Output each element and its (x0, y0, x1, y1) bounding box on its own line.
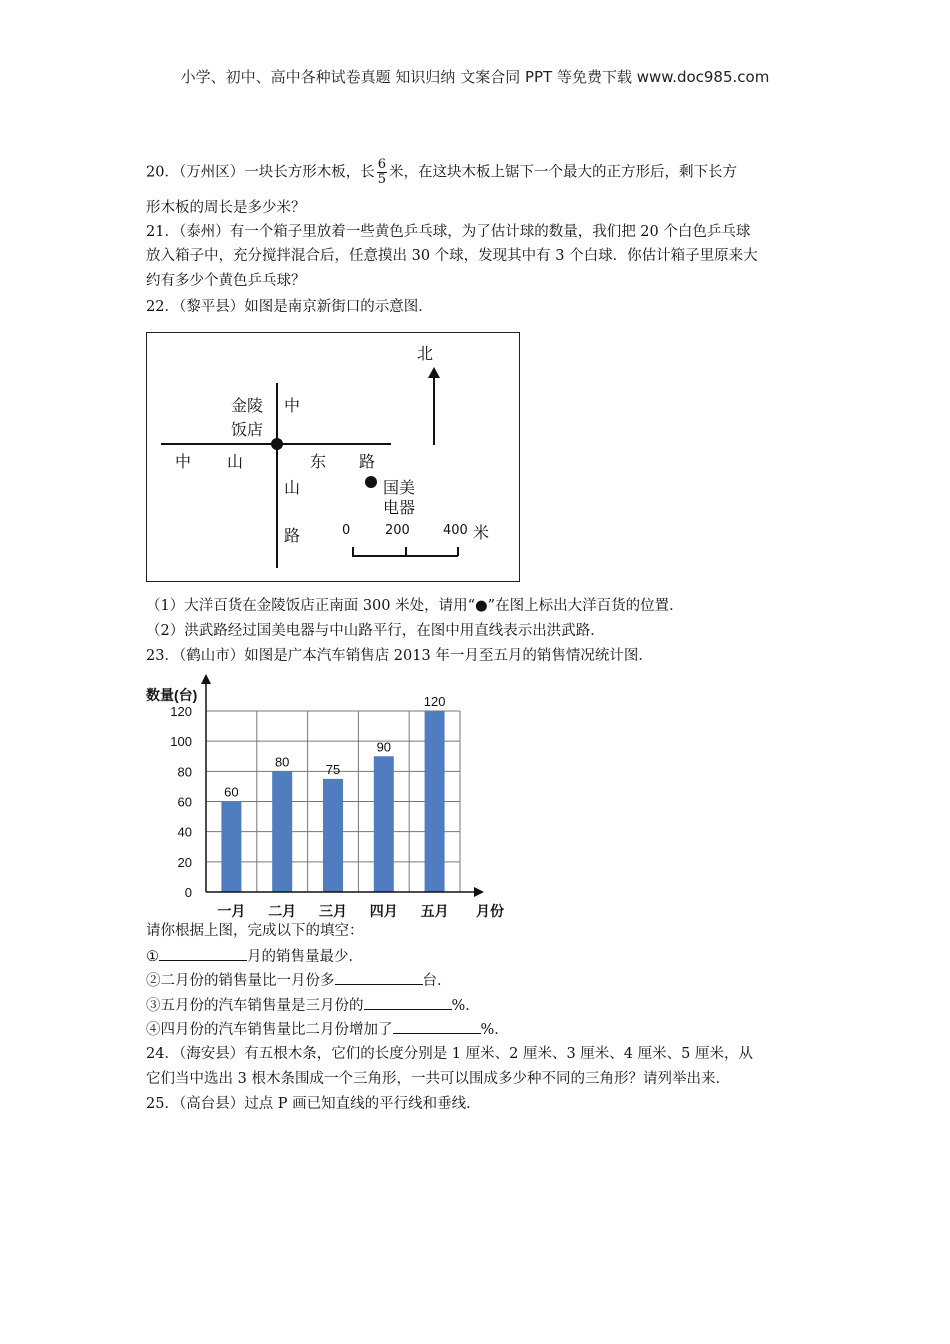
y-tick-label: 120 (170, 704, 192, 719)
scale-label-200: 200 (385, 523, 410, 538)
guomei-dot (364, 475, 378, 489)
y-tick-label: 20 (177, 854, 192, 870)
q23-prompt: 请你根据上图，完成以下的填空： (146, 923, 364, 939)
y-tick-label: 80 (177, 764, 192, 780)
blank4-prefix: ④四月份的汽车销售量比二月份增加了 (146, 1022, 393, 1038)
y-tick-label: 40 (177, 824, 192, 840)
q21-line2: 放入箱子中，充分搅拌混合后，任意摸出 30 个球，发现其中有 3 个白球．你估计箱子里原来大 (146, 248, 758, 264)
road-v-char-2: 路 (284, 526, 301, 545)
answer-blank-3[interactable] (364, 995, 452, 1010)
answer-blank-2[interactable] (335, 970, 423, 985)
q22-line1: 22．（黎平县）如图是南京新街口的示意图． (146, 299, 433, 315)
scale-tick-400 (457, 547, 459, 556)
x-axis-arrow-icon (474, 887, 484, 897)
blank3-prefix: ③五月份的汽车销售量是三月份的 (146, 998, 364, 1014)
q24-line2: 它们当中选出 3 根木条围成一个三角形，一共可以围成多少种不同的三角形？请列举出来． (146, 1071, 730, 1087)
x-tick-label: 三月 (319, 903, 347, 919)
y-axis-arrow-icon (201, 674, 211, 684)
x-tick-label: 一月 (217, 903, 246, 919)
y-tick-label: 100 (170, 734, 192, 750)
bar-value-label: 60 (224, 784, 239, 800)
y-tick-label: 60 (177, 794, 192, 810)
zhongshan-road-line (276, 383, 278, 568)
blank2-prefix: ②二月份的销售量比一月份多 (146, 973, 335, 989)
x-tick-label: 四月 (369, 903, 398, 919)
x-tick-label: 二月 (268, 903, 297, 919)
y-axis-label: 数量(台) (146, 687, 198, 703)
road-h-char-4: 路 (359, 452, 376, 471)
fraction (377, 158, 387, 187)
jinling-hotel-dot (270, 437, 284, 451)
q23-blank3 (146, 995, 480, 1016)
blank1-suffix: 月的销售量最少． (247, 949, 363, 965)
scale-label-400: 400 (443, 523, 468, 538)
bar-value-label: 80 (274, 754, 290, 770)
q23-blank2 (146, 970, 452, 991)
answer-blank-4[interactable] (393, 1019, 481, 1034)
zhong-vertical-label: 中 (284, 396, 301, 415)
blank3-suffix: %． (451, 998, 480, 1014)
scale-tick-0 (352, 547, 354, 556)
q22-sub2: （2）洪武路经过国美电器与中山路平行，在图中用直线表示出洪武路． (146, 623, 605, 639)
bar (272, 771, 292, 892)
bar (425, 711, 445, 892)
sales-bar-chart (140, 672, 504, 922)
blank2-suffix: 台． (422, 973, 452, 989)
q25-line1: 25．（高台县）过点 P 画已知直线的平行线和垂线． (146, 1096, 481, 1112)
scale-tick-200 (405, 547, 407, 556)
x-tick-label: 五月 (420, 903, 449, 919)
road-h-char-1: 中 (175, 452, 192, 471)
road-h-char-3: 东 (310, 452, 327, 471)
bar-value-label: 75 (325, 761, 341, 777)
north-arrow-line (433, 373, 435, 445)
q20-line2: 形木板的周长是多少米？ (146, 200, 306, 216)
q21-line3: 约有多少个黄色乒乓球？ (146, 273, 306, 289)
street-map (146, 332, 520, 582)
bar-value-label: 120 (423, 694, 446, 709)
q20-prefix: 20．（万州区）一块长方形木板，长 (146, 164, 375, 181)
q22-sub1: （1）大洋百货在金陵饭店正南面 300 米处，请用“●”在图上标出大洋百货的位置． (146, 598, 684, 614)
north-label: 北 (417, 344, 434, 363)
page-header: 小学、初中、高中各种试卷真题 知识归纳 文案合同 PPT 等免费下载 www.doc985.com (180, 68, 770, 86)
answer-blank-1[interactable] (159, 946, 247, 961)
bar-value-label: 90 (376, 739, 392, 755)
bar (323, 779, 343, 892)
q23-blank4 (146, 1019, 509, 1040)
q23-line1: 23．（鹤山市）如图是广本汽车销售店 2013 年一月至五月的销售情况统计图． (146, 648, 653, 664)
q20-line1 (146, 158, 737, 187)
bar (221, 802, 241, 893)
q24-line1: 24．（海安县）有五根木条，它们的长度分别是 1 厘米、2 厘米、3 厘米、4 厘米、5 厘米，从 (146, 1046, 753, 1062)
jinling-label-1: 金陵 (231, 396, 264, 415)
guomei-label-1: 国美 (383, 478, 416, 497)
road-h-char-2: 山 (227, 452, 244, 471)
q23-blank1 (146, 946, 363, 967)
road-v-char-1: 山 (284, 478, 301, 497)
y-tick-label: 0 (184, 885, 192, 900)
north-arrow-icon (427, 367, 441, 379)
guomei-label-2: 电器 (383, 498, 416, 517)
q21-line1: 21．（泰州）有一个箱子里放着一些黄色乒乓球，为了估计球的数量，我们把 20 个白色乒乓球 (146, 224, 751, 240)
q20-suffix: 米，在这块木板上锯下一个最大的正方形后，剩下长方 (388, 164, 737, 181)
scale-label-0: 0 (342, 523, 351, 538)
bar (374, 756, 394, 892)
fraction-denominator: 5 (377, 172, 386, 187)
scale-unit: 米 (473, 523, 490, 542)
jinling-label-2: 饭店 (231, 420, 264, 439)
x-axis-label: 月份 (476, 903, 504, 919)
blank4-suffix: %． (480, 1022, 509, 1038)
blank1-prefix: ① (146, 949, 159, 965)
fraction-numerator: 6 (377, 157, 386, 172)
